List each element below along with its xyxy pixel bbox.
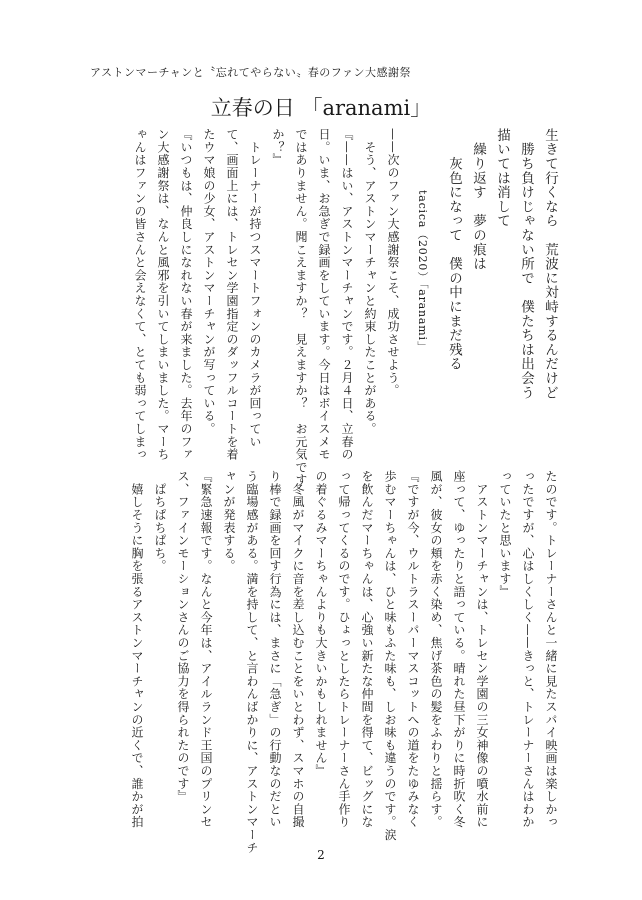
text-line: たウマ娘の少女、アストンマーチャンが写っている。 xyxy=(202,128,216,436)
text-line: ではありません。聞こえますか？ 見えますか？ お元気です xyxy=(294,128,308,487)
chapter-title: 立春の日 「aranami」 xyxy=(210,96,432,120)
epigraph-poem xyxy=(442,128,562,458)
text-line: ——次のファン大感謝祭こそ、成功させよう。 xyxy=(386,128,400,397)
poem-line: 生きて行くなら 荒波に対峙するんだけど xyxy=(542,128,558,400)
running-head: アストンマーチャンと〝忘れてやらない〟春のファン大感謝祭 xyxy=(90,66,412,79)
poem-line: 繰り返す 夢の痕は xyxy=(470,128,486,271)
text-line: 『——はい、アストンマーチャンです。２月４日、立春の xyxy=(340,128,354,461)
text-line: 『いつもは、仲良しになれない春が来ました。去年のファ xyxy=(179,128,193,461)
text-line: ぱちぱちぱち。 xyxy=(153,470,167,573)
text-line: 歩むマーちゃんは、ひと味もふた味も、しお味も違うのです。涙 xyxy=(383,470,397,842)
poem-line: 勝ち負けじゃない所で 僕たちは出会う xyxy=(518,128,534,400)
text-line: う臨場感がある。満を持して、と言わんばかりに、アストンマーチ xyxy=(245,470,259,854)
text-line: り棒で録画を回す行為には、まさに「急ぎ」の行動なのだとい xyxy=(268,470,282,829)
text-line: 冬風がマイクに音を差し込むことをいとわず、スマホの自撮 xyxy=(291,470,305,829)
text-line: を飲んだマーちゃんは、心強い新たな仲間を得て、ビッグにな xyxy=(360,470,374,829)
text-line: て、画面上には、トレセン学園指定のダッフルコートを着 xyxy=(225,128,239,461)
text-line: か？』 xyxy=(271,128,285,167)
text-line: 日。いま、お急ぎで録画をしています。今日はボイスメモ xyxy=(317,128,331,461)
text-line: そう、アストンマーチャンと約束したことがある。 xyxy=(363,128,377,436)
text-line: っていたと思います』 xyxy=(498,470,512,598)
text-line: の着ぐるみマーちゃんよりも大きいかもしれません』 xyxy=(314,470,328,778)
page-number: 2 xyxy=(317,848,325,862)
text-line: って帰ってくるのです。ひょっとしたらトレーナーさん手作り xyxy=(337,470,351,829)
text-line: ャンが発表する。 xyxy=(222,470,236,573)
poem-line: 描いては消して xyxy=(494,128,510,229)
text-line: 風が、彼女の頬を赤く染め、焦げ茶色の髪をふわりと揺らす。 xyxy=(429,470,443,829)
poem-line: 灰色になって 僕の中にまだ残る xyxy=(446,128,462,372)
text-line: トレーナーが持つスマートフォンのカメラが回ってい xyxy=(248,128,262,448)
poem-credit-text: tacica（2020）「aranami」 xyxy=(416,190,429,353)
text-line: 『緊急速報です。なんと今年は、アイルランド王国のプリンセ xyxy=(199,470,213,829)
text-line: ス、ファインモーションさんのご協力を得られたのです』 xyxy=(176,470,190,803)
text-line: ゃんはファンの皆さんと会えなくて、とても弱ってしまっ xyxy=(133,128,147,461)
body-text-bottom xyxy=(125,470,562,854)
text-line: 嬉しそうに胸を張るアストンマーチャンの近くで、誰かが拍 xyxy=(130,470,144,829)
body-text-top xyxy=(128,128,404,487)
text-line: ン大感謝祭は、なんと風邪を引いてしまいました。マーち xyxy=(156,128,170,461)
text-line: ったですが、心はしくしく——きっと、トレーナーさんはわか xyxy=(521,470,535,829)
text-line: たのです。トレーナーさんと一緒に見たスパイ映画は楽しかっ xyxy=(544,470,558,829)
text-line: 『ですが今、ウルトラスーパーマスコットへの道をたゆみなく xyxy=(406,470,420,829)
text-line: 座って、ゆったりと語っている。晴れた昼下がりに時折吹く冬 xyxy=(452,470,466,829)
text-line: アストンマーチャンは、トレセン学園の三女神像の噴水前に xyxy=(475,470,489,829)
